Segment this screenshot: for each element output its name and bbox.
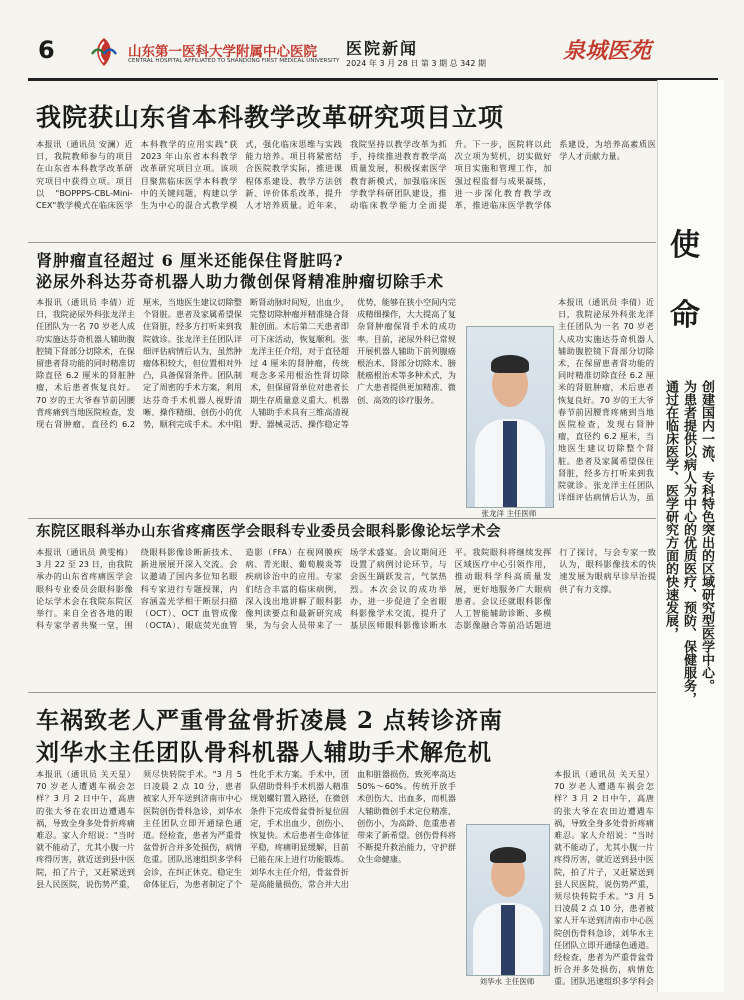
mission-char-1: 使 <box>670 228 700 263</box>
article3-body: 本报讯（通讯员 黄雯梅）3 月 22 至 23 日，由我院承办的山东省疼痛医学会眼科专业委员会眼科影像论坛学术会在我院东院区举行。来自全省各地的眼科专家学者共聚一堂，围绕眼科影像诊断新技术、新进展展开深入交流。会议邀请了国内多位知名眼科专家进行专题授课，内容涵盖光学相干断层扫描（OCT）、OCT 血管成像（OCTA）、眼底荧光血管造影（FFA）在视网膜疾病、青光眼、葡萄膜炎等疾病诊治中的应用。专家们结合丰富的临床病例，深入浅出地讲解了眼科影像判读要点和最新研究成果，为与会人员带来了一场学术盛宴。会议期间还设置了病例讨论环节，与会医生踊跃发言，气氛热烈。本次会议的成功举办，进一步促进了全省眼科影像学术交流，提升了基层医师眼科影像诊断水平。我院眼科将继续发挥区域医疗中心引领作用，推动眼科学科高质量发展，更好地服务广大眼病患者。会议还就眼科影像人工智能辅助诊断、多模态影像融合等前沿话题进行了探讨，与会专家一致认为，眼科影像技术的快速发展为眼病早诊早治提供了有力支撑。 <box>36 547 656 631</box>
article4-body-b: 本报讯（通讯员 关天星）70 岁老人遭遇车祸会怎样？3 月 2 日中午，高唐的张大爷在农田边遭遇车祸，导致全身多处骨折疼痛难忍。家人介绍说："当时就不能动了，尤其小腹一片疼得厉害，就近送到县中医院，拍了片子，又赶紧送到县人民医院，说伤势严重，须尽快转院手术。"3 月 5 日凌晨 2 点 10 分，患者被家人开车送到济南市中心医院创伤骨科急诊，刘华水主任团队立即开通绿色通道。经检查，患者为严重骨盆骨折合并多处损伤，病情危重。团队迅速组织多学科会 <box>554 769 654 987</box>
article1-title: 我院获山东省本科教学改革研究项目立项 <box>36 103 505 132</box>
photo-caption-zhang: 张龙洋 主任医师 <box>481 509 537 518</box>
article3-title: 东院区眼科举办山东省疼痛医学会眼科专业委员会眼科影像论坛学术会 <box>36 523 501 540</box>
article2-body-b: 本报讯（通讯员 李倩）近日，我院泌尿外科张龙洋主任团队为一名 70 岁老人成功实施达芬奇机器人辅助腹腔镜下肾部分切除术，在保留患者肾功能的同时精准切除直径 6.2 厘米的肾脏肿瘤，术后患者恢复良好。70 岁的王大爷春节前因腰背疼痛到当地医院检查，发现右肾肿瘤，直径约 6.2 厘米，当地医生建议切除整个肾脏。患者及家属希望保住肾脏，经多方打听来到我院就诊。张龙洋主任团队详细评估病情后认为，虽 <box>558 297 654 503</box>
article2-title-line1: 肾肿瘤直径超过 6 厘米还能保住肾脏吗? <box>36 251 344 270</box>
mission-line-2: 为患者提供以病人为中心的优质医疗、预防、保健服务， <box>681 380 696 705</box>
doctor-photo-zhang <box>466 326 554 508</box>
issue-info: 2024 年 3 月 28 日 第 3 期 总 342 期 <box>346 59 486 68</box>
hospital-name-en: CENTRAL HOSPITAL AFFILIATED TO SHANDONG FIRST MEDICAL UNIVERSITY <box>128 58 340 64</box>
mission-sidebar <box>657 80 724 992</box>
article4-title-line2: 刘华水主任团队骨科机器人辅助手术解危机 <box>36 739 492 766</box>
hospital-name: 山东第一医科大学附属中心医院 <box>128 44 317 60</box>
mission-char-2: 命 <box>670 298 700 333</box>
section-title: 医院新闻 <box>346 39 419 58</box>
column-calligraphy: 泉城医苑 <box>563 38 652 64</box>
page-number: 6 <box>38 36 55 64</box>
main-content <box>28 80 656 992</box>
mission-line-3: 创建国内一流、专科特色突出的区域研究型医学中心。 <box>699 380 714 692</box>
article2-body-a: 本报讯（通讯员 李倩）近日，我院泌尿外科张龙洋主任团队为一名 70 岁老人成功实施达芬奇机器人辅助腹腔镜下肾部分切除术，在保留患者肾功能的同时精准切除直径 6.2 厘米的肾脏肿瘤，术后患者恢复良好。70 岁的王大爷春节前因腰背疼痛到当地医院检查，发现右肾肿瘤，直径约 6.2 厘米，当地医生建议切除整个肾脏。患者及家属希望保住肾脏，经多方打听来到我院就诊。张龙洋主任团队详细评估病情后认为，虽然肿瘤体积较大，但位置相对外凸，具备保肾条件。团队制定了周密的手术方案，利用达芬奇手术机器人视野清晰、操作精细、创伤小的优势，顺利完成手术。术中阻断肾动脉时间短，出血少，完整切除肿瘤并精准缝合肾脏创面。术后第二天患者即可下床活动，恢复顺利。张龙洋主任介绍，对于直径超过 4 厘米的肾肿瘤，传统观念多采用根治性肾切除术，但保留肾单位对患者长期生存质量意义重大。机器人辅助手术具有三维高清视野、器械灵活、操作稳定等优势，能够在狭小空间内完成精细操作，大大提高了复杂肾肿瘤保肾手术的成功率。目前，泌尿外科已常规开展机器人辅助下前列腺癌根治术、肾部分切除术、膀胱癌根治术等多种术式，为广大患者提供更加精准、微创、高效的诊疗服务。 <box>36 297 456 430</box>
page-header <box>28 34 718 74</box>
article4-body-a: 本报讯（通讯员 关天星）70 岁老人遭遇车祸会怎样？3 月 2 日中午，高唐的张大爷在农田边遭遇车祸，导致全身多处骨折疼痛难忍。家人介绍说："当时就不能动了，尤其小腹一片疼得厉害，就近送到县中医院，拍了片子，又赶紧送到县人民医院，说伤势严重，须尽快转院手术。"3 月 5 日凌晨 2 点 10 分，患者被家人开车送到济南市中心医院创伤骨科急诊，刘华水主任团队立即开通绿色通道。经检查，患者为严重骨盆骨折合并多处损伤，病情危重。团队迅速组织多学科会诊，在纠正休克、稳定生命体征后，为患者制定了个性化手术方案。手术中，团队借助骨科手术机器人精准规划螺钉置入路径，在微创条件下完成骨盆骨折复位固定，手术出血少、创伤小、恢复快。术后患者生命体征平稳，疼痛明显缓解，目前已能在床上进行功能锻炼。刘华水主任介绍，骨盆骨折是高能量损伤，常合并大出血和脏器损伤，致死率高达 50%～60%。传统开放手术创伤大、出血多，而机器人辅助微创手术定位精准、创伤小，为高龄、危重患者带来了新希望。创伤骨科将不断提升救治能力，守护群众生命健康。 <box>36 769 456 889</box>
bio-zhang <box>606 330 654 450</box>
divider <box>28 692 656 693</box>
article1-body: 本报讯（通讯员 安澜）近日，我院教师参与的项目在山东省本科教学改革研究项目中获得立项。项目以"BOPPPS-CBL-Mini-CEX"教学模式在临床医学本科教学的应用实践"获 2023 年山东省本科教学改革研究项目立项。该项目聚焦临床医学本科教学中的关键问题，构建以学生为中心的混合式教学模式，强化临床思维与实践能力培养。项目将紧密结合医院教学实际，推进课程体系建设、教学方法创新、评价体系改革，提升人才培养质量。近年来，我院坚持以教学改革为抓手，持续推进教育教学高质量发展，积极探索医学教育新模式，加强临床医学教学科研团队建设，推动临床教学能力全面提升。下一步，医院将以此次立项为契机，切实做好项目实施和管理工作，加强过程监督与成果凝练，进一步深化教育教学改革，推进临床医学教学体系建设，为培养高素质医学人才贡献力量。 <box>36 139 656 211</box>
divider <box>28 242 656 243</box>
article2-title-line2: 泌尿外科达芬奇机器人助力微创保肾精准肿瘤切除手术 <box>36 272 445 291</box>
divider <box>28 518 656 519</box>
doctor-photo-liu <box>466 824 550 976</box>
article4-title-line1: 车祸致老人严重骨盆骨折凌晨 2 点转诊济南 <box>36 707 504 734</box>
hospital-logo-icon <box>86 34 122 70</box>
photo-caption-liu: 刘华水 主任医师 <box>479 977 535 986</box>
mission-line-1: 通过在临床医学、医学研究方面的快速发展， <box>663 380 678 640</box>
